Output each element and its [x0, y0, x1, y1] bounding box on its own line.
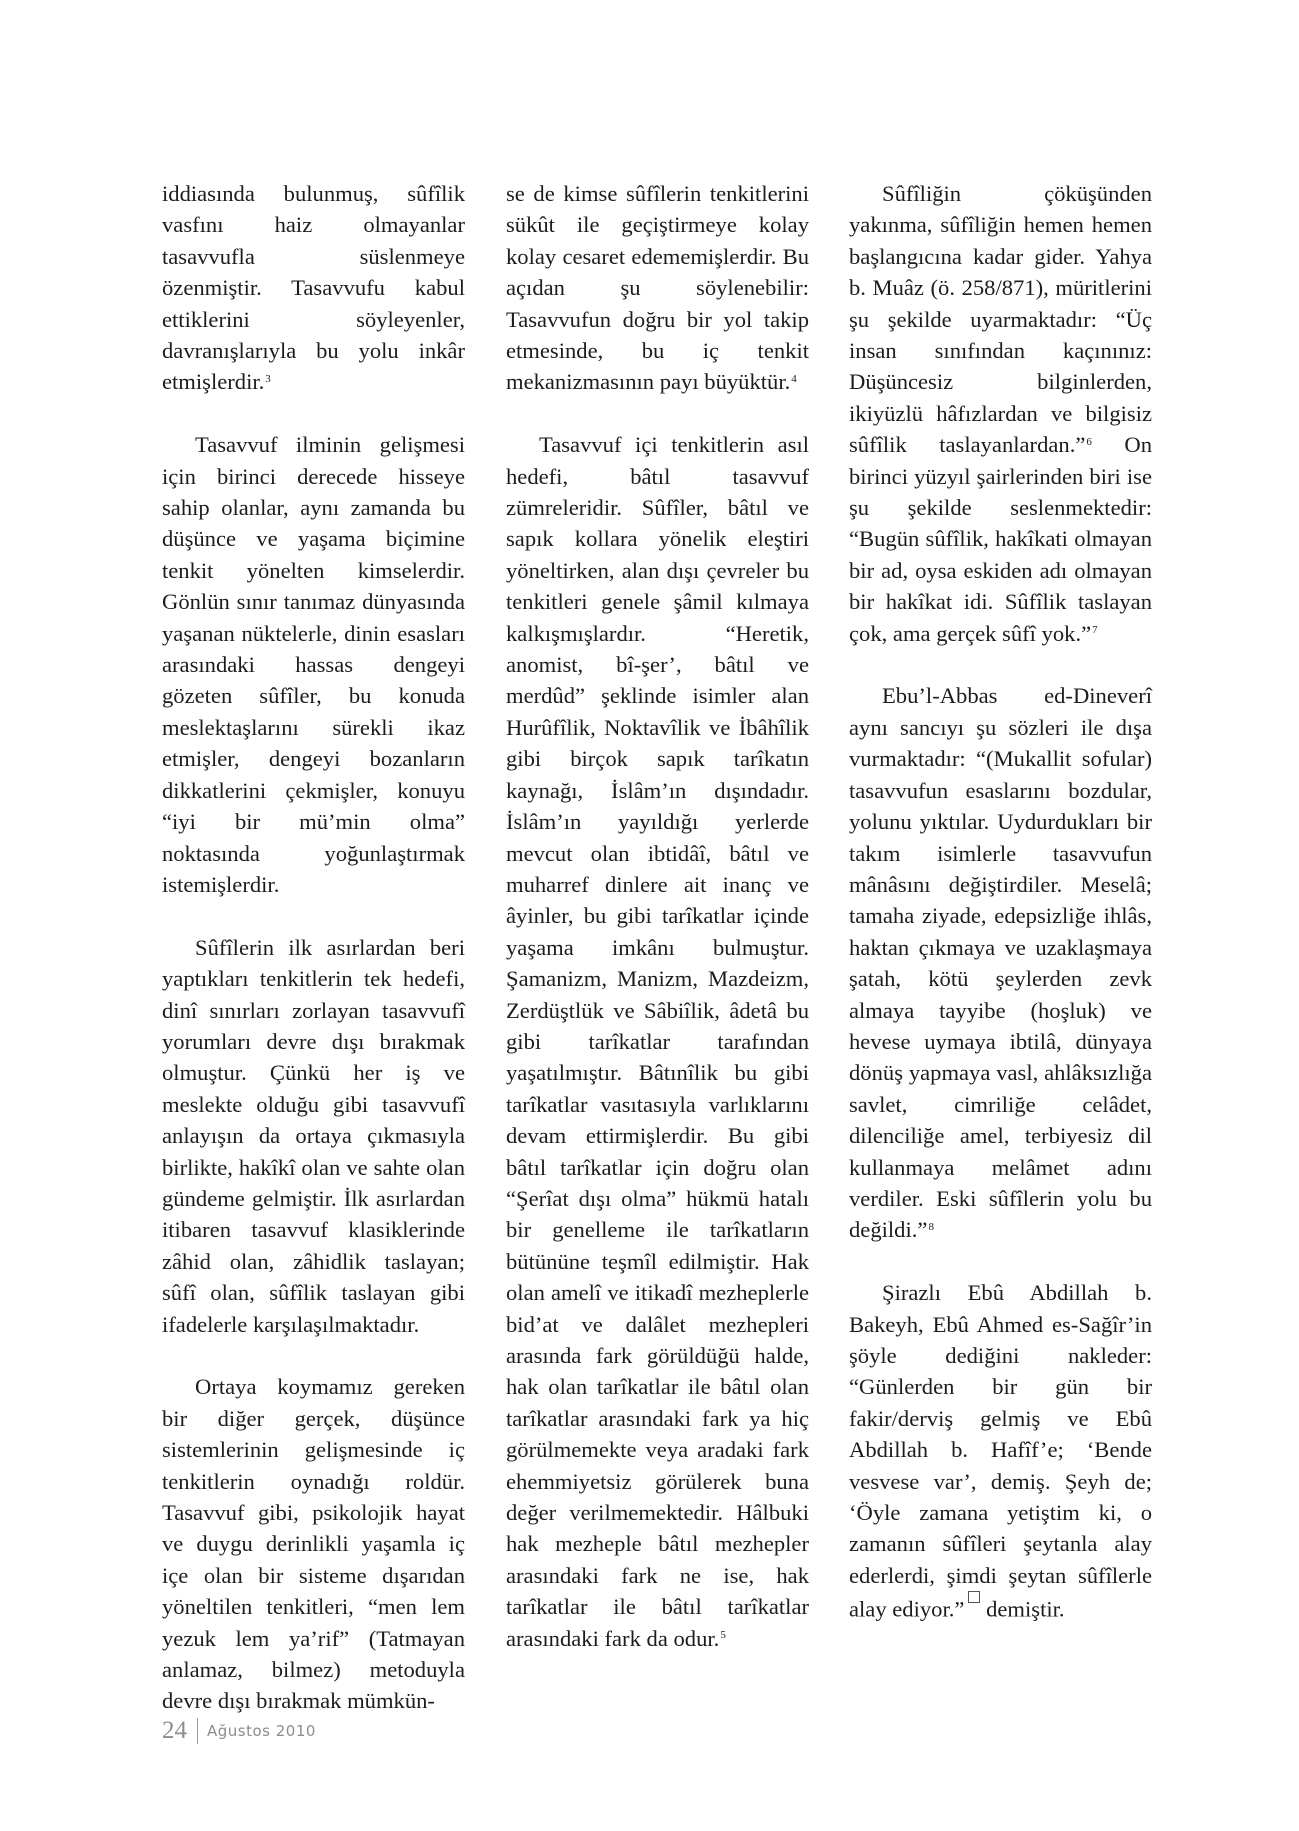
footnote-ref: 8 [928, 1220, 934, 1233]
page-footer [162, 1716, 316, 1746]
paragraph [849, 680, 1152, 1245]
paragraph-text: Tasavvuf içi tenkitlerin asıl hedefi, bâtıl tasavvuf zümreleridir. Sûfîler, bâtıl ve sapık kollara yönelik eleştiri yöneltirken, alan dışı çevreler bu tenkitleri genele şâmil kılmaya kalkışmışlardır. “Heretik, anomist, bî-şer’, bâtıl ve merdûd” şeklinde isimler alan Hurûfîlik, Noktavîlik ve İbâhîlik gibi birçok sapık tarîkatın kaynağı, İslâm’ın dışındadır. İslâm’ın yayıldığı yerlerde mevcut olan ibtidâî, bâtıl ve muharref dinlere ait inanç ve âyinler, bu gibi tarîkatlar içinde yaşama imkânı bulmuştur. Şamanizm, Manizm, Mazdeizm, Zerdüştlük ve Sâbiîlik, âdetâ bu gibi tarîkatlar tarafından yaşatılmıştır. Bâtınîlik bu gibi tarîkatlar vasıtasıyla varlıklarını devam ettirmişlerdir. Bu gibi bâtıl tarîkatlar için doğru olan “Şerîat dışı olma” hükmü hatalı bir genelleme ile tarîkatların bütününe teşmîl edilmiştir. Hak olan amelî ve itikadî mezheplerle bid’at ve dalâlet mezhepleri arasında fark görüldüğü halde, hak olan tarîkatlar ile bâtıl olan tarîkatlar arasındaki fark ya hiç görülmemekte veya aradaki fark ehemmiyetsiz görülerek buna değer verilmemektedir. Hâlbuki hak mezheple bâtıl mezhepler arasındaki fark ne ise, hak tarîkatlar ile bâtıl tarîkatlar arasındaki fark da odur. [506, 432, 809, 1651]
paragraph-text: se de kimse sûfîlerin tenkitlerini sükût ile geçiştirmeye kolay kolay cesaret edememişlerdir. Bu açıdan şu söylenebilir: Tasavvufun doğru bir yol takip etmesinde, bu iç tenkit mekanizmasının payı büyüktür. [506, 181, 809, 395]
paragraph [162, 178, 465, 398]
paragraph-text: Sûfîliğin çöküşünden yakınma, sûfîliğin hemen hemen başlangıcına kadar gider. Yahya b. Muâz (ö. 258/871), müritlerini şu şekilde uyarmaktadır: “Üç insan sınıfından kaçınınız: Düşüncesiz bilginlerden, ikiyüzlü hâfızlardan ve bilgisiz sûfîlik taslayanlardan.” [849, 181, 1152, 458]
footnote-ref: 3 [265, 372, 271, 385]
paragraph [849, 178, 1152, 649]
paragraph-text: Şirazlı Ebû Abdillah b. Bakeyh, Ebû Ahmed es-Sağîr’in şöyle dediğini nakleder: “Günlerden bir gün bir fakir/derviş gelmiş ve Ebû Abdillah b. Hafîf’e; ‘Bende vesvese var’, demiş. Şeyh de; ‘Öyle zamana yetiştim ki, o zamanın sûfîleri şeytanla alay ederlerdi, şimdi şeytan sûfîlerle alay ediyor.” [849, 1280, 1152, 1622]
article-column-3 [849, 178, 1152, 1625]
paragraph [162, 429, 465, 900]
footnote-ref: 5 [720, 1628, 726, 1641]
paragraph [162, 1371, 465, 1716]
end-of-article-icon [968, 1591, 980, 1603]
paragraph [506, 178, 809, 398]
article-column-1 [162, 178, 465, 1717]
footer-divider [197, 1718, 198, 1744]
footnote-ref: 6 [1086, 435, 1092, 448]
paragraph [506, 429, 809, 1654]
paragraph-text: On birinci yüzyıl şairlerinden biri ise şu şekilde seslenmektedir: “Bugün sûfîlik, hakîkati olmayan bir ad, oysa eskiden adı olmayan bir hakîkat idi. Sûfîlik taslayan çok, ama gerçek sûfî yok.” [849, 432, 1152, 646]
footnote-ref: 4 [791, 372, 797, 385]
paragraph [849, 1277, 1152, 1625]
paragraph-text: Sûfîlerin ilk asırlardan beri yaptıkları tenkitlerin tek hedefi, dinî sınırları zorlayan tasavvufî yorumları devre dışı bırakmak olmuştur. Çünkü her iş ve meslekte olduğu gibi tasavvufî anlayışın da ortaya çıkmasıyla birlikte, hakîkî olan ve sahte olan gündeme gelmiştir. İlk asırlardan itibaren tasavvuf klasiklerinde zâhid olan, zâhidlik taslayan; sûfî olan, sûfîlik taslayan gibi ifadelerle karşılaşılmaktadır. [162, 934, 465, 1337]
issue-date: Ağustos 2010 [207, 1722, 316, 1740]
page-number: 24 [162, 1717, 187, 1744]
paragraph-text: iddiasında bulunmuş, sûfîlik vasfını haiz olmayanlar tasavvufla süslenmeye özenmiştir. Tasavvufu kabul ettiklerini söyleyenler, davranışlarıyla bu yolu inkâr etmişlerdir. [162, 181, 465, 395]
paragraph-text: Ebu’l-Abbas ed-Dineverî aynı sancıyı şu sözleri ile dışa vurmaktadır: “(Mukallit sofular) tasavvufun esaslarını bozdular, yolunu yıktılar. Uydurdukları bir takım isimlerle tasavvufun mânâsını değiştirdiler. Meselâ; tamaha ziyade, edepsizliğe ihlâs, haktan çıkmaya ve uzaklaşmaya şatah, kötü şeylerden zevk almaya tayyibe (hoşluk) ve hevese uymaya ibtilâ, dünyaya dönüş yapmaya vasl, ahlâksızlığa savlet, cimriliğe celâdet, dilenciliğe amel, terbiyesiz dil kullanmaya melâmet adını verdiler. Eski sûfîlerin yolu bu değildi.” [849, 683, 1152, 1243]
paragraph-text: Tasavvuf ilminin gelişmesi için birinci derecede hisseye sahip olanlar, aynı zamanda bu düşünce ve yaşama biçimine tenkit yönelten kimselerdir. Gönlün sınır tanımaz dünyasında yaşanan nüktelerle, dinin esasları arasındaki hassas dengeyi gözeten sûfîler, bu konuda meslektaşlarını sürekli ikaz etmişler, dengeyi bozanların dikkatlerini çekmişler, konuyu “iyi bir mü’min olma” noktasında yoğunlaştırmak istemişlerdir. [162, 432, 465, 897]
article-column-2 [506, 178, 809, 1654]
paragraph-text: demiştir. [986, 1596, 1065, 1622]
footnote-ref: 7 [1092, 624, 1098, 636]
paragraph [162, 932, 465, 1340]
paragraph-text: Ortaya koymamız gereken bir diğer gerçek, düşünce sistemlerinin gelişmesinde iç tenkitlerin oynadığı roldür. Tasavvuf gibi, psikolojik hayat ve duygu derinlikli yaşamla iç içe olan bir sisteme dışarıdan yöneltilen tenkitleri, “men lem yezuk lem ya’rif” (Tatmayan anlamaz, bilmez) metoduyla devre dışı bırakmak mümkün- [162, 1374, 465, 1714]
